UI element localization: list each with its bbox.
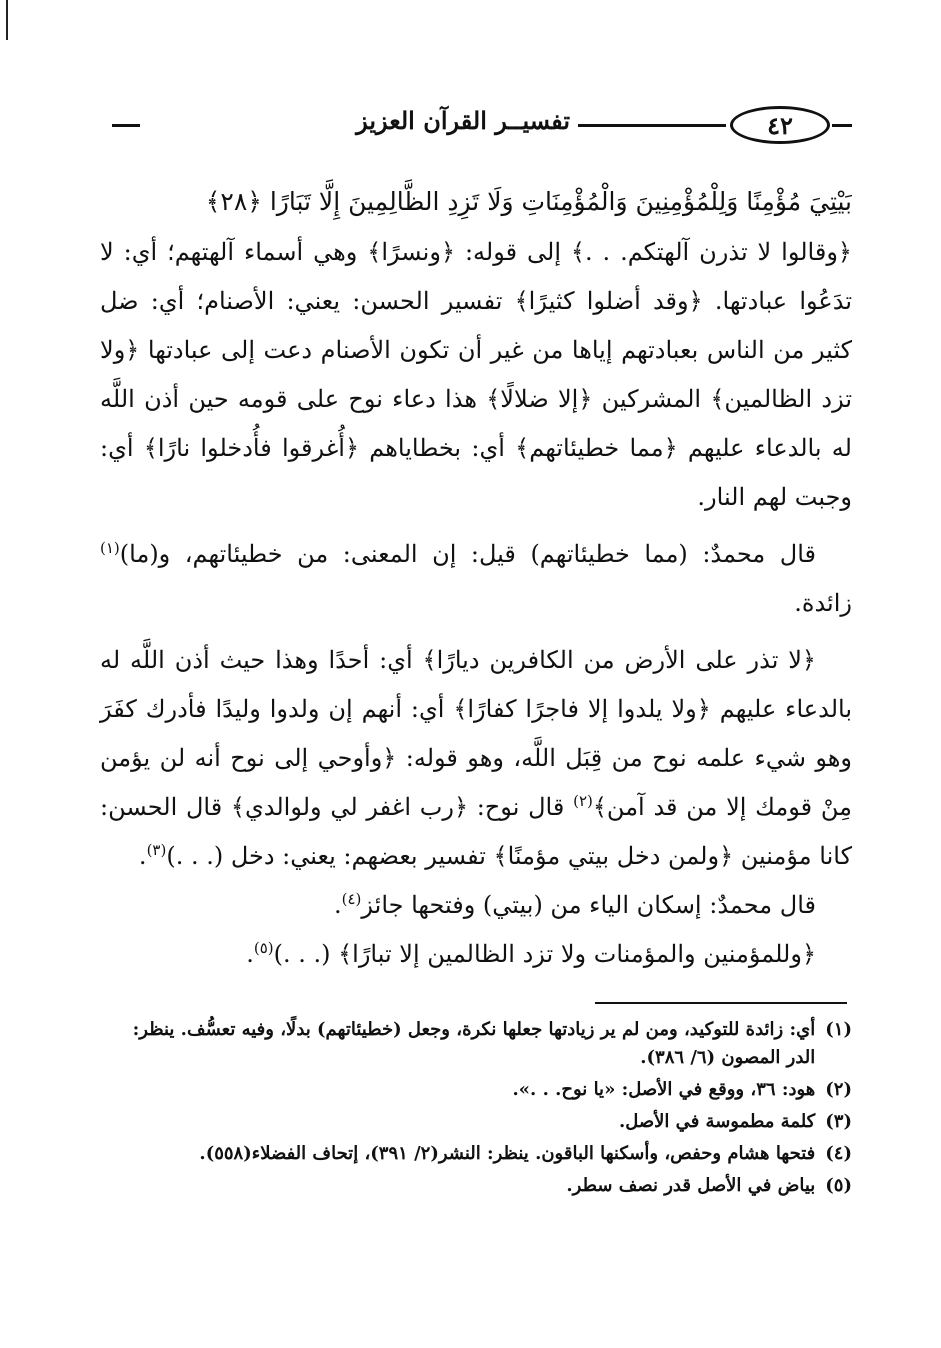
footnotes (100, 1016, 852, 1204)
paragraph-3-text-c: . (138, 842, 147, 870)
header-rule-right (832, 124, 852, 127)
footnote-separator (595, 1002, 847, 1004)
footnote-number: (٣) (825, 1111, 852, 1132)
footnote-text: بياض في الأصل قدر نصف سطر. (566, 1175, 816, 1196)
footnote-text: أي: زائدة للتوكيد، ومن لم ير زيادتها جعلها نكرة، وجعل (خطيئاتهم) بدلًا، وفيه تعسُّف. ينظر: الدر المصون (٦/ ٣٨٦). (132, 1019, 816, 1068)
footnote-number: (٢) (825, 1079, 852, 1100)
paragraph-4 (100, 881, 852, 930)
paragraph-5-text: ﴿وللمؤمنين والمؤمنات ولا تزد الظالمين إلا تبارًا﴾ (. . .) (273, 940, 816, 968)
main-text (100, 176, 852, 979)
paragraph-5-tail: . (246, 940, 254, 968)
page-header (112, 100, 852, 150)
footnote-2 (100, 1076, 852, 1104)
footnote-ref-1[interactable]: (١) (100, 539, 120, 557)
paragraph-2-tail: زائدة. (794, 589, 852, 617)
footnote-number: (٥) (825, 1175, 852, 1196)
scan-edge-mark (6, 0, 8, 40)
paragraph-3 (100, 636, 852, 881)
footnote-text: هود: ٣٦، ووقع في الأصل: «يا نوح. . .». (512, 1079, 816, 1100)
page-number: ٤٢ (730, 106, 830, 144)
footnote-ref-5[interactable]: (٥) (253, 939, 274, 957)
paragraph-3-text-a: ﴿لا تذر على الأرض من الكافرين ديارًا﴾ أي: أحدًا وهذا حيث أذن اللَّه له بالدعاء عليهم ﴿ولا يلدوا إلا فاجرًا كفارًا﴾ أي: أنهم إن ولدوا وليدًا فأدرك كفَرَ وهو شيء علمه نوح من قِبَل اللَّه، وهو قوله: ﴿وأوحي إلى نوح أنه لن يؤمن مِنْ قومك إلا من قد آمن﴾ (100, 646, 852, 821)
paragraph-5 (100, 930, 852, 979)
paragraph-1: ﴿وقالوا لا تذرن آلهتكم. . .﴾ إلى قوله: ﴿ونسرًا﴾ وهي أسماء آلهتهم؛ أي: لا تدَعُوا عبادتها. ﴿وقد أضلوا كثيرًا﴾ تفسير الحسن: يعني: الأصنام؛ أي: ضل كثير من الناس بعبادتهم إياها من غير أن تكون الأصنام دعت إلى عبادتها ﴿ولا تزد الظالمين﴾ المشركين ﴿إلا ضلالًا﴾ هذا دعاء نوح على قومه حين أذن اللَّه له بالدعاء عليهم ﴿مما خطيئاتهم﴾ أي: بخطاياهم ﴿أُغرقوا فأُدخلوا نارًا﴾ أي: وجبت لهم النار. (100, 238, 853, 511)
footnote-number: (١) (825, 1019, 852, 1040)
footnote-5 (100, 1172, 852, 1200)
footnote-number: (٤) (825, 1143, 852, 1164)
paragraph-3-text-b: قال نوح: ﴿رب اغفر لي ولوالدي﴾ قال الحسن: كانا مؤمنين ﴿ولمن دخل بيتي مؤمنًا﴾ تفسير بعضهم: يعني: دخل (. . .) (100, 793, 852, 870)
footnote-1 (100, 1016, 852, 1072)
paragraph-4-tail: . (333, 891, 342, 919)
quran-verse-line: بَيْتِيَ مُؤْمِنًا وَلِلْمُؤْمِنِينَ وَالْمُؤْمِنَاتِ وَلَا تَزِدِ الظَّالِمِينَ إِلَّا تَبَارًا ﴿٢٨﴾ (205, 187, 852, 216)
footnote-text: فتحها هشام وحفص، وأسكنها الباقون. ينظر: النشر(٢/ ٣٩١)، إتحاف الفضلاء(٥٥٨). (199, 1143, 816, 1164)
header-rule-middle (578, 124, 726, 127)
paragraph-2 (100, 530, 852, 628)
footnote-ref-3[interactable]: (٣) (146, 841, 167, 859)
footnote-ref-4[interactable]: (٤) (341, 890, 362, 908)
footnote-ref-2[interactable]: (٢) (573, 792, 593, 810)
running-title: تفسيــر القرآن العزيز (356, 106, 570, 135)
footnote-3 (100, 1108, 852, 1136)
paragraph-2-text: قال محمدٌ: (مما خطيئاتهم) قيل: إن المعنى: من خطيئاتهم، و(ما) (119, 540, 816, 568)
header-rule-left (112, 124, 140, 127)
footnote-4 (100, 1140, 852, 1168)
footnote-text: كلمة مطموسة في الأصل. (618, 1111, 816, 1132)
paragraph-4-text: قال محمدٌ: إسكان الياء من (بيتي) وفتحها جائز (361, 891, 816, 919)
